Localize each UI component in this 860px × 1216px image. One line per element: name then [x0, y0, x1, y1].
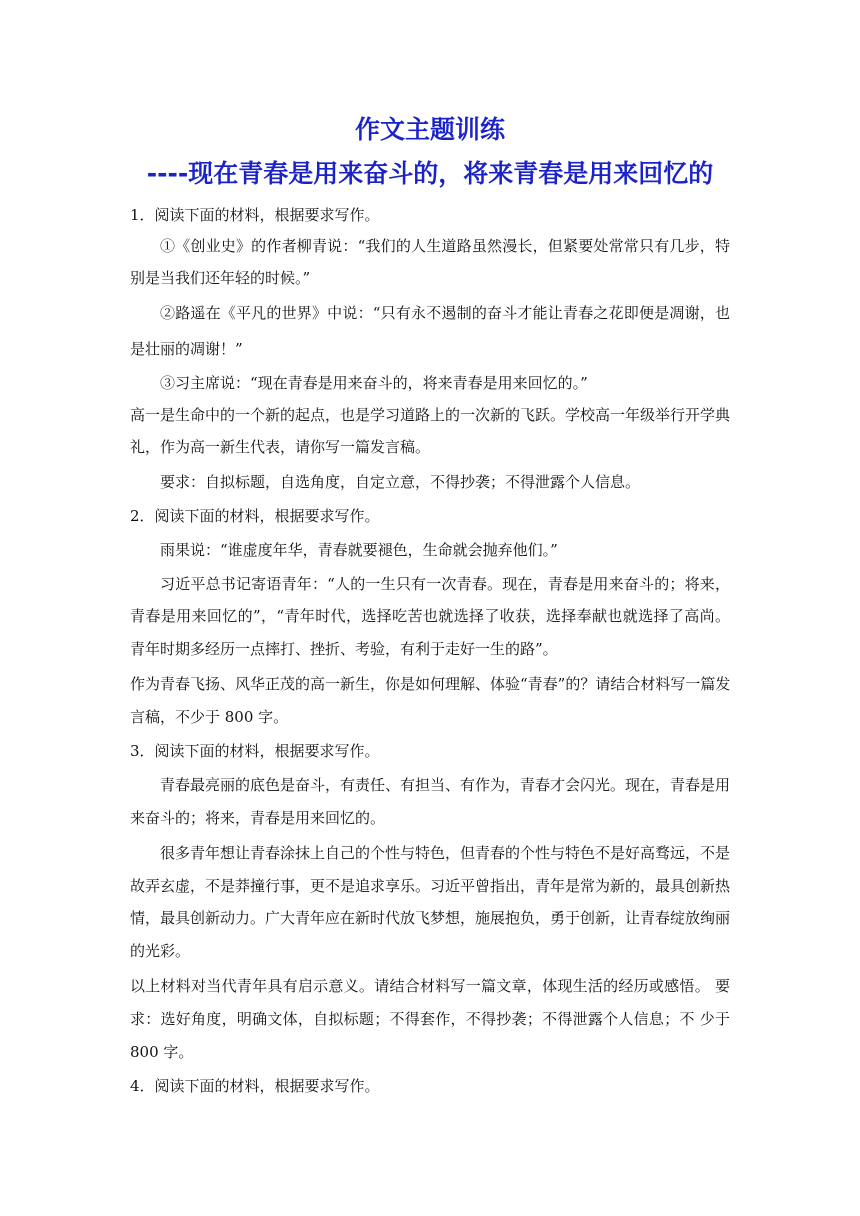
material-line: 的光彩。: [130, 942, 191, 960]
material-line: ①《创业史》的作者柳青说：“我们的人生道路虽然漫长，但紧要处常常只有几步，特: [160, 237, 730, 255]
question-2-heading: 2．阅读下面的材料，根据要求写作。: [130, 507, 380, 525]
material-line: 来奋斗的；将来，青春是用来回忆的。: [130, 809, 386, 827]
material-line: 很多青年想让青春涂抹上自己的个性与特色，但青春的个性与特色不是好高骛远，不是: [160, 844, 731, 862]
question-3-heading: 3．阅读下面的材料，根据要求写作。: [130, 742, 380, 760]
page-title: 作文主题训练: [354, 115, 505, 144]
task-line: 高一是生命中的一个新的起点，也是学习道路上的一次新的飞跃。学校高一年级举行开学典: [130, 406, 731, 424]
material-line: 雨果说：“谁虚度年华，青春就要褪色，生命就会抛弃他们。”: [160, 541, 558, 559]
material-line: 青年时期多经历一点摔打、挫折、考验，有利于走好一生的路”。: [130, 640, 558, 658]
task-line: 以上材料对当代青年具有启示意义。请结合材料写一篇文章，体现生活的经历或感悟。 要: [130, 977, 730, 995]
task-line: 800 字。: [130, 1043, 194, 1061]
material-line: 青春是用来回忆的”，“青年时代，选择吃苦也就选择了收获，选择奉献也就选择了高尚。: [130, 607, 730, 625]
material-line: 故弄玄虚，不是莽撞行事，更不是追求享乐。习近平曾指出，青年是常为新的，最具创新热: [130, 877, 731, 895]
material-line: 青春最亮丽的底色是奋斗，有责任、有担当、有作为，青春才会闪光。现在，青春是用: [160, 776, 731, 794]
question-1-heading: 1．阅读下面的材料，根据要求写作。: [130, 206, 380, 224]
question-4-heading: 4．阅读下面的材料，根据要求写作。: [130, 1077, 380, 1095]
task-line: 礼，作为高一新生代表，请你写一篇发言稿。: [130, 438, 431, 456]
material-line: 习近平总书记寄语青年：“人的一生只有一次青春。现在，青春是用来奋斗的；将来，: [160, 575, 730, 593]
material-line: 情，最具创新动力。广大青年应在新时代放飞梦想，施展抱负，勇于创新，让青春绽放绚丽: [130, 909, 731, 927]
task-line: 求：选好角度，明确文体，自拟标题；不得套作，不得抄袭；不得泄露个人信息；不 少于: [130, 1010, 730, 1028]
task-line: 言稿，不少于 800 字。: [130, 708, 289, 726]
material-line: 是壮丽的凋谢！”: [130, 340, 243, 358]
material-line: ③习主席说：“现在青春是用来奋斗的，将来青春是用来回忆的。”: [160, 374, 588, 392]
page-subtitle: ----现在青春是用来奋斗的，将来青春是用来回忆的: [146, 159, 714, 188]
task-line: 作为青春飞扬、风华正茂的高一新生，你是如何理解、体验“青春”的？请结合材料写一篇发: [130, 675, 731, 693]
material-line: ②路遥在《平凡的世界》中说：“只有永不遏制的奋斗才能让青春之花即便是凋谢，也: [160, 304, 730, 322]
requirement-line: 要求：自拟标题，自选角度，自定立意，不得抄袭；不得泄露个人信息。: [160, 473, 641, 491]
material-line: 别是当我们还年轻的时候。”: [130, 269, 311, 287]
